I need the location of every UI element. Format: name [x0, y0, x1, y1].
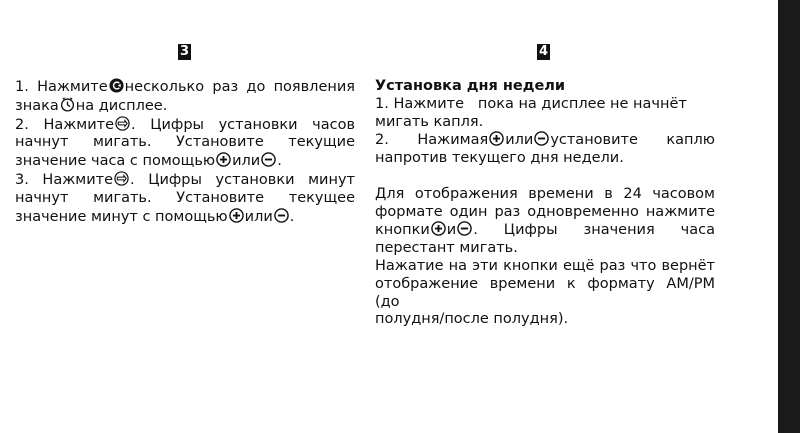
para-ampm-line3: полудня/после полудня).: [375, 311, 569, 328]
clock-icon: [60, 97, 75, 112]
mode-button-icon: [109, 78, 124, 93]
plus-button-icon: [216, 152, 231, 167]
left-step2-line2: начнут мигать. Установите текущие: [15, 134, 355, 151]
para24-line1: Для отображения времени в 24 часовом: [375, 185, 715, 202]
left-step1-line1: 1. Нажмите несколько раз до появления: [15, 79, 355, 95]
plus-button-icon: [229, 208, 244, 223]
plus-button-icon: [489, 131, 504, 146]
left-page-text: [15, 78, 355, 226]
right-step1-line2: мигать капля.: [375, 113, 484, 130]
minus-button-icon: [534, 131, 549, 146]
para-ampm-line1: Нажатие на эти кнопки ещё раз что вернёт: [375, 257, 715, 274]
right-page-text: [375, 78, 715, 329]
section-heading: Установка дня недели: [375, 78, 566, 94]
left-step3-line3: значение минут с помощью или .: [15, 208, 295, 225]
page-number-4: 4: [538, 44, 549, 59]
set-arrow-icon: [114, 171, 129, 186]
page-number-3: 3: [179, 44, 190, 59]
para24-line4: перестант мигать.: [375, 240, 518, 257]
minus-button-icon: [274, 208, 289, 223]
minus-button-icon: [261, 152, 276, 167]
plus-button-icon: [431, 221, 446, 236]
right-step1-line1: 1. Нажмите пока на дисплее не начнёт: [375, 95, 687, 112]
left-step3-line1: 3. Нажмите . Цифры установки минут: [15, 171, 355, 188]
para24-line3: кнопки и . Цифры значения часа: [375, 222, 715, 239]
para-ampm-line2: отображение времени к формату AM/PM (до: [375, 275, 715, 310]
right-step2-line2: напротив текущего дня недели.: [375, 150, 624, 167]
minus-button-icon: [457, 221, 472, 236]
set-arrow-icon: [115, 116, 130, 131]
left-step3-line2: начнут мигать. Установите текущее: [15, 189, 355, 206]
right-step2-line1: 2. Нажимая или установите каплю: [375, 132, 716, 149]
para24-line2: формате один раз одновременно нажмите: [375, 203, 715, 220]
paragraph-gap: [375, 168, 715, 186]
left-step2-line3: значение часа с помощью или .: [15, 153, 282, 170]
viewer-scrollbar-edge: [778, 0, 800, 433]
left-step2-line1: 2. Нажмите . Цифры установки часов: [15, 116, 355, 133]
left-step1-line2: знака на дисплее.: [15, 97, 168, 114]
